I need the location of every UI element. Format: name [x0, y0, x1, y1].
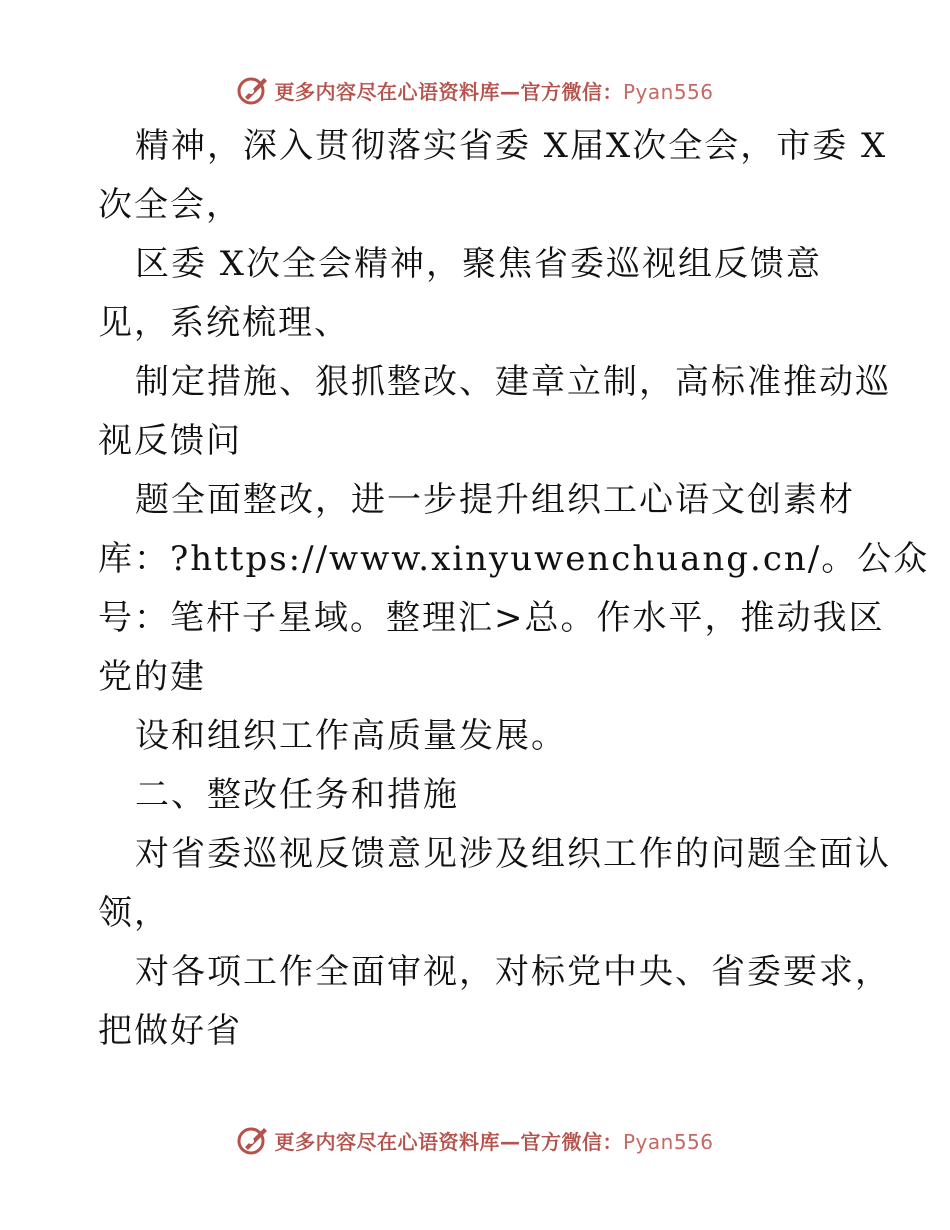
watermark-id: Pyan556: [622, 79, 714, 104]
text-line: 制定措施、狠抓整改、建章立制，高标准推动巡: [135, 362, 891, 402]
text-line: 号：笔杆子星域。整理汇>总。作水平，推动我区: [98, 598, 885, 638]
text-line: 精神，深入贯彻落实省委 X届X次全会，市委 X: [135, 126, 888, 166]
text-line: 库：?https://www.xinyuwenchuang.cn/。公众: [98, 539, 930, 579]
text-line: 区委 X次全会精神，聚焦省委巡视组反馈意: [135, 244, 823, 284]
watermark-text: 更多内容尽在心语资料库—官方微信：Pyan556: [274, 1129, 714, 1154]
text-line: 把做好省: [98, 1011, 242, 1051]
section-heading: 二、整改任务和措施: [135, 775, 459, 815]
quill-logo-icon: [236, 1123, 270, 1157]
text-line: 对省委巡视反馈意见涉及组织工作的问题全面认: [135, 834, 891, 874]
text-line: 领，: [98, 893, 170, 933]
text-line: 设和组织工作高质量发展。: [135, 716, 567, 756]
text-line: 党的建: [98, 657, 206, 697]
text-line: 次全会，: [98, 185, 242, 225]
quill-logo-icon: [236, 73, 270, 107]
text-line: 对各项工作全面审视，对标党中央、省委要求，: [135, 952, 891, 992]
text-line: 视反馈问: [98, 421, 242, 461]
text-line: 题全面整改，进一步提升组织工心语文创素材: [135, 480, 855, 520]
header-watermark: [0, 70, 950, 110]
watermark-text: 更多内容尽在心语资料库—官方微信：Pyan556: [274, 79, 714, 104]
watermark-id: Pyan556: [622, 1129, 714, 1154]
footer-watermark: [0, 1120, 950, 1160]
text-line: 见，系统梳理、: [98, 303, 350, 343]
